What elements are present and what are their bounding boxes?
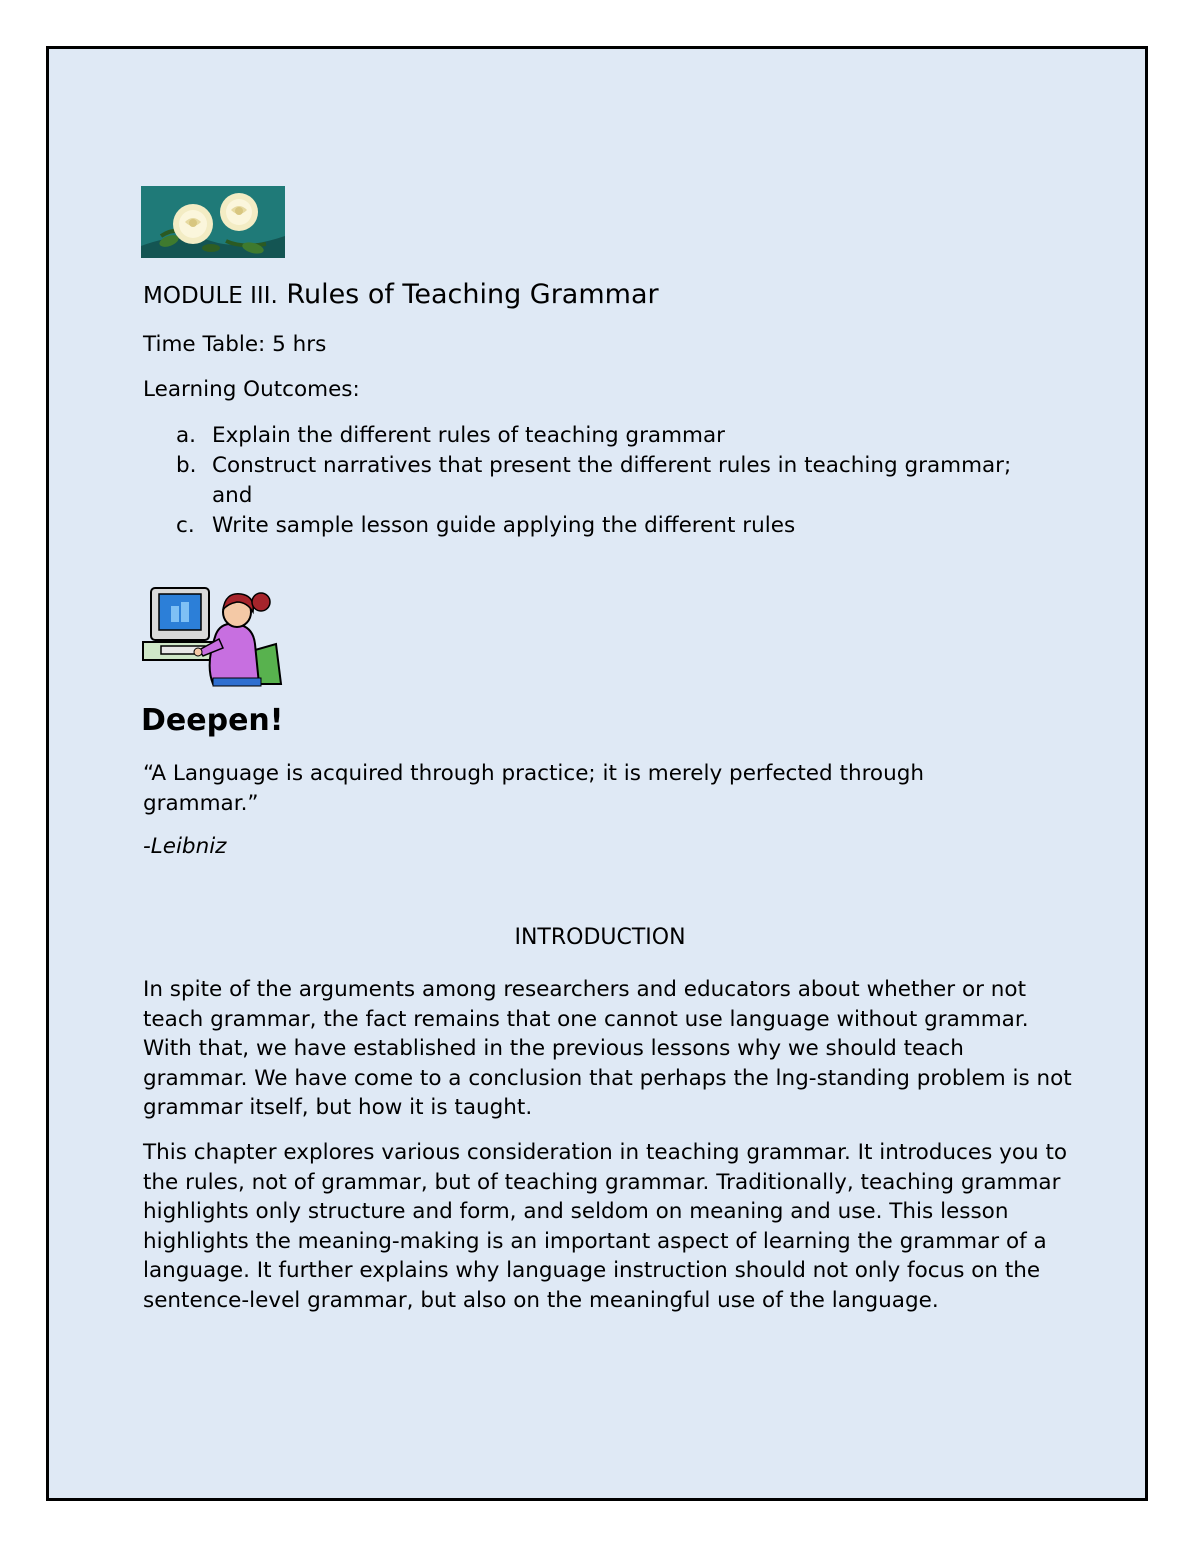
time-table: Time Table: 5 hrs: [143, 332, 327, 357]
list-item: [143, 511, 1043, 541]
list-item-text: Explain the different rules of teaching grammar: [212, 423, 725, 448]
module-title: [143, 279, 659, 310]
quote-author: -Leibniz: [143, 834, 227, 859]
introduction-paragraph-2: This chapter explores various consideration in teaching grammar. It introduces you to the rules, not of grammar, but of teaching grammar. Traditionally, teaching grammar highlights only structure and form, and seldom on meaning and use. This lesson highlights the meaning-making is an important aspect of learning the grammar of a language. It further explains why language instruction should not only focus on the sentence-level grammar, but also on the meaningful use of the language.: [143, 1140, 1068, 1313]
woman-at-computer-image: [141, 584, 287, 688]
learning-outcomes-list: [143, 421, 1043, 541]
list-item: [143, 421, 1043, 451]
introduction-heading: INTRODUCTION: [514, 925, 686, 950]
deepen-heading: Deepen!: [141, 703, 284, 738]
module-prefix: MODULE III.: [143, 283, 278, 309]
quote-text: “A Language is acquired through practice; it is merely perfected through grammar.”: [143, 761, 924, 816]
list-item-text: Write sample lesson guide applying the different rules: [212, 513, 796, 538]
list-marker: b.: [176, 453, 197, 478]
module-title-text: Rules of Teaching Grammar: [286, 279, 659, 310]
list-marker: a.: [176, 423, 197, 448]
list-item-text: Construct narratives that present the different rules in teaching grammar; and: [212, 453, 1012, 508]
introduction-paragraph-1: In spite of the arguments among researchers and educators about whether or not teach grammar, the fact remains that one cannot use language without grammar. With that, we have established in the previous lessons why we should teach grammar. We have come to a conclusion that perhaps the lng-standing problem is not grammar itself, but how it is taught.: [143, 977, 1072, 1121]
white-roses-image: [141, 186, 285, 258]
list-item: [143, 451, 1043, 511]
learning-outcomes-heading: Learning Outcomes:: [143, 377, 360, 402]
list-marker: c.: [176, 513, 195, 538]
